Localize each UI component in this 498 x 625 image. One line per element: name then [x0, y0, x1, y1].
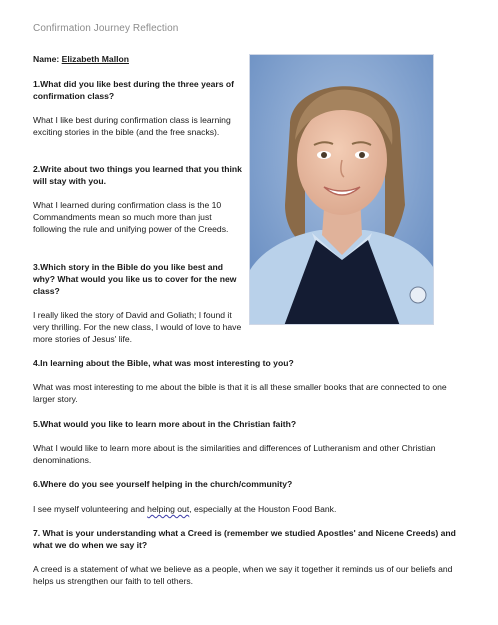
question-7: 7. What is your understanding what a Creed is (remember we studied Apostles' and Nicene Creeds) and what we do when we say it?	[33, 528, 456, 550]
question-3: 3.Which story in the Bible do you like best and why? What would you like us to cover for the new class?	[33, 262, 237, 296]
question-5: 5.What would you like to learn more about in the Christian faith?	[33, 419, 297, 429]
answer-3: I really liked the story of David and Goliath; I found it very thrilling. For the new class, I would of love to have more stories of Jesus' life.	[33, 310, 242, 344]
answer-6-start: I see myself volunteering and	[33, 504, 148, 514]
answer-7: A creed is a statement of what we believe as a people, when we say it together it reminds us of our beliefs and helps us strengthen our faith to tell others.	[33, 564, 453, 586]
answer-4: What was most interesting to me about the bible is that it is all these smaller books that are connected to one larger story.	[33, 382, 447, 404]
student-name: Elizabeth Mallon	[61, 54, 129, 64]
document-title: Confirmation Journey Reflection	[33, 23, 179, 34]
answer-6	[33, 503, 458, 515]
portrait-illustration	[250, 55, 434, 325]
answer-1: What I like best during confirmation class is learning exciting stories in the bible (and the free snacks).	[33, 115, 231, 137]
question-1: 1.What did you like best during the three years of confirmation class?	[33, 79, 235, 101]
question-2: 2.Write about two things you learned that you think will stay with you.	[33, 164, 242, 186]
spellcheck-flagged-phrase[interactable]: helping out	[147, 504, 190, 514]
student-name-line	[33, 54, 129, 64]
name-label: Name:	[33, 54, 62, 64]
answer-6-end: , especially at the Houston Food Bank.	[189, 504, 337, 514]
answer-2: What I learned during confirmation class is the 10 Commandments mean so much more than just following the rule and unifying power of the Creeds.	[33, 200, 229, 234]
student-portrait-photo	[249, 54, 434, 325]
question-4: 4.In learning about the Bible, what was most interesting to you?	[33, 358, 294, 368]
question-6: 6.Where do you see yourself helping in the church/community?	[33, 479, 293, 489]
answer-5: What I would like to learn more about is the similarities and differences of Lutheranism and other Christian denominations.	[33, 443, 436, 465]
